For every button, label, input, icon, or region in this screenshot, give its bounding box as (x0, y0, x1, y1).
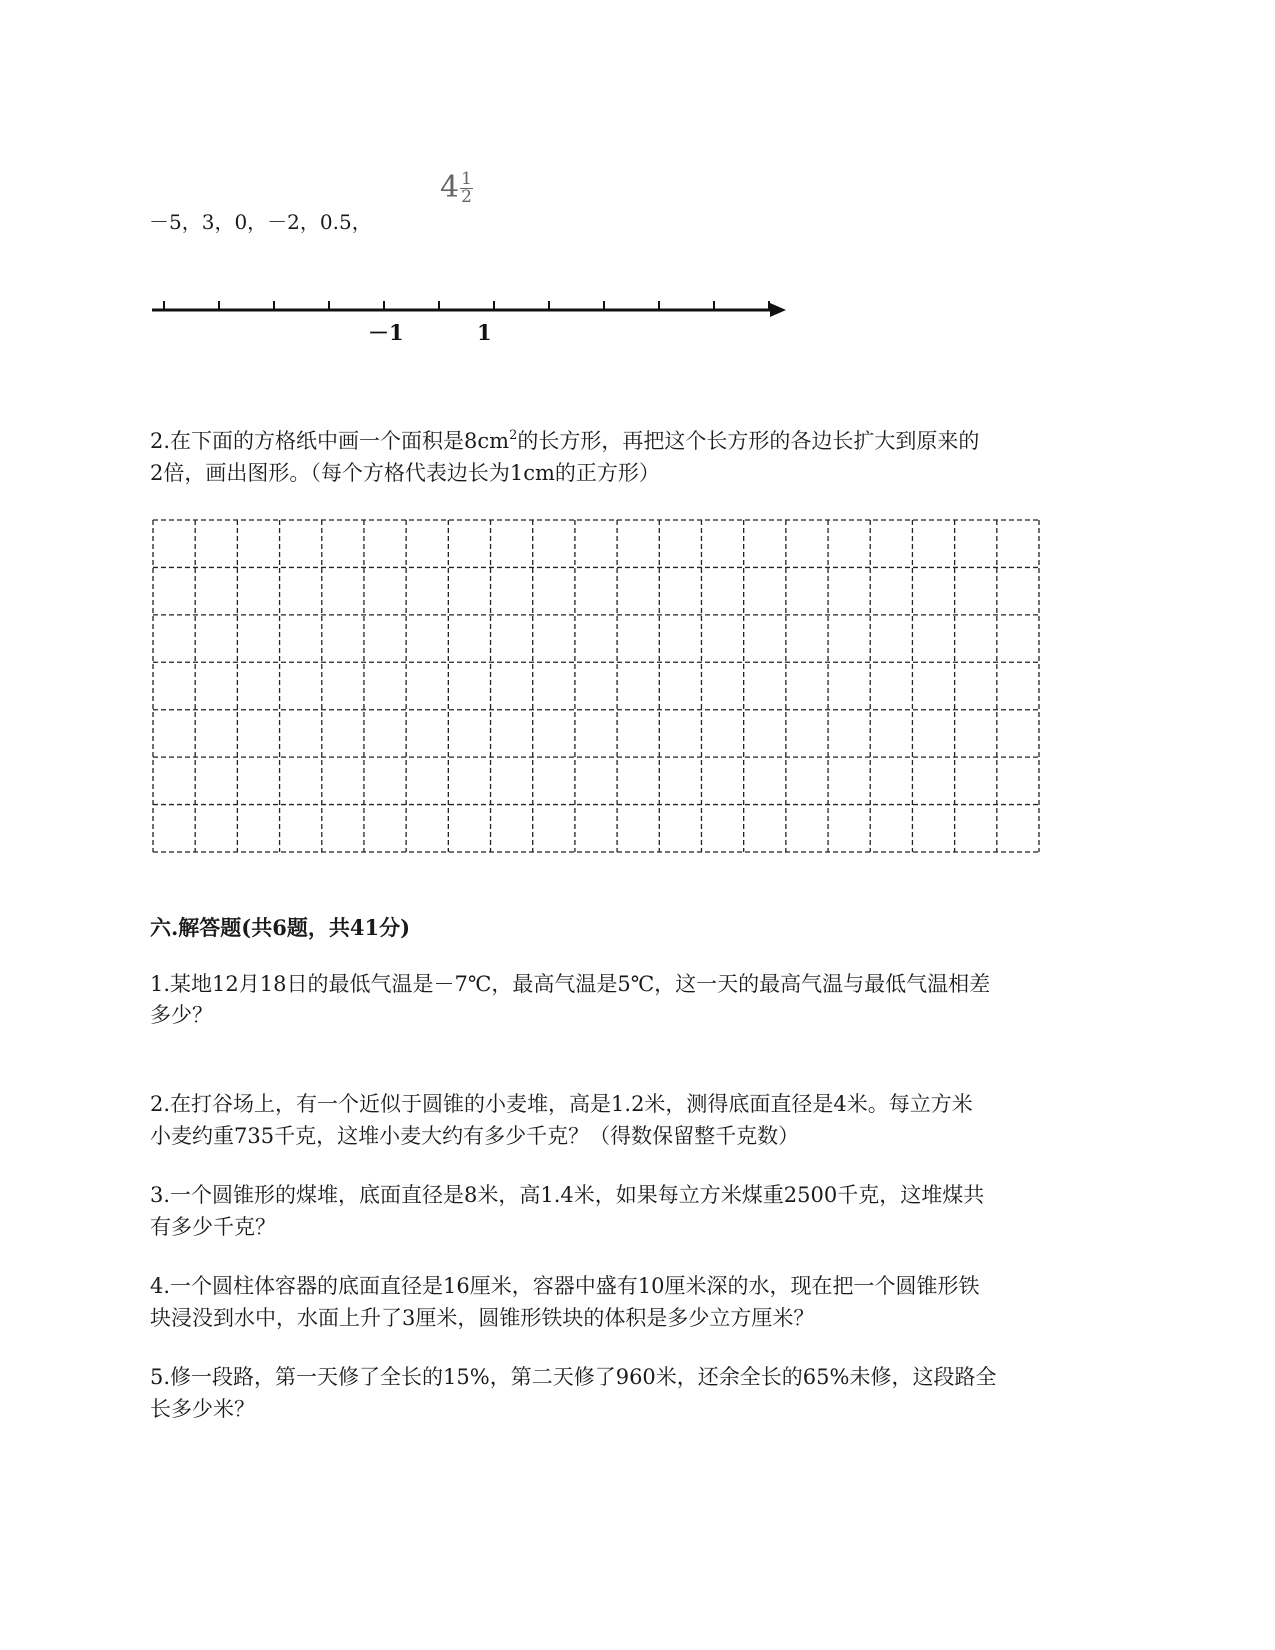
fraction-denominator: 2 (461, 186, 472, 207)
number-line-arrow (770, 303, 786, 317)
question-2-line2: 小麦约重735千克，这堆小麦大约有多少千克？（得数保留整千克数） (150, 1124, 800, 1148)
tick-label-minus-one: －1 (368, 320, 404, 345)
fraction-numerator: 1 (461, 168, 472, 189)
question-4-line1: 4.一个圆柱体容器的底面直径是16厘米，容器中盛有10厘米深的水，现在把一个圆锥形铁 (150, 1274, 980, 1298)
tick-label-one: 1 (477, 320, 492, 345)
fraction-whole: 4 (440, 170, 460, 205)
numbers-list: －5，3，0，－2，0.5， (149, 210, 372, 234)
question-2-line1: 2.在打谷场上，有一个近似于圆锥的小麦堆，高是1.2米，测得底面直径是4米。每立方米 (150, 1092, 973, 1116)
square-grid[interactable] (152, 519, 1042, 855)
q2-text-a: 2.在下面的方格纸中画一个面积是8cm (150, 429, 510, 453)
question-5-line2: 长多少米？ (150, 1397, 255, 1421)
question-3-line2: 有多少千克？ (150, 1215, 276, 1239)
question-4-line2: 块浸没到水中，水面上升了3厘米，圆锥形铁块的体积是多少立方厘米？ (150, 1306, 815, 1330)
number-line (150, 290, 790, 350)
question-1-line2: 多少？ (150, 1003, 213, 1027)
q2-text-line2: 2倍，画出图形。（每个方格代表边长为1cm的正方形） (150, 461, 660, 485)
q2-text-line1 (150, 426, 979, 456)
question-3-line1: 3.一个圆锥形的煤堆，底面直径是8米，高1.4米，如果每立方米煤重2500千克，这堆煤共 (150, 1183, 985, 1207)
question-5-line1: 5.修一段路，第一天修了全长的15%，第二天修了960米，还余全长的65%未修，这段路全 (150, 1365, 997, 1389)
fraction-part (460, 168, 473, 207)
q2-text-b: 的长方形，再把这个长方形的各边长扩大到原来的 (517, 429, 980, 453)
mixed-fraction (440, 170, 473, 206)
q2-superscript: 2 (509, 428, 518, 443)
section-title: 六.解答题(共6题，共41分) (150, 915, 411, 940)
question-1-line1: 1.某地12月18日的最低气温是－7℃，最高气温是5℃，这一天的最高气温与最低气温相差 (150, 972, 991, 996)
